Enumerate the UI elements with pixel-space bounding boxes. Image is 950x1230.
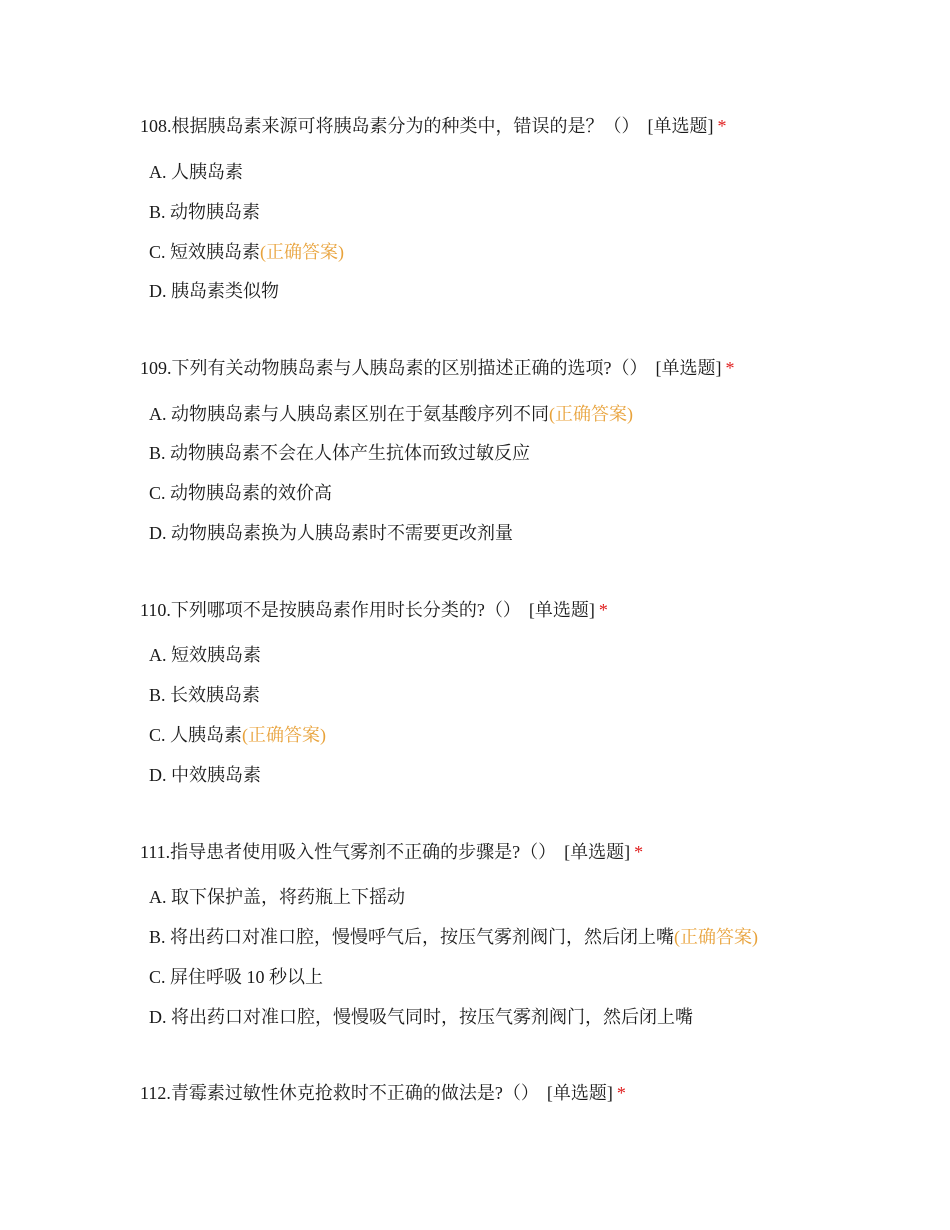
option-text: C. 人胰岛素 [149,725,243,745]
option-a[interactable] [149,885,405,909]
option-text: D. 动物胰岛素换为人胰岛素时不需要更改剂量 [149,523,513,543]
question-text: 110.下列哪项不是按胰岛素作用时长分类的?（） [140,600,521,620]
option-text: D. 将出药口对准口腔，慢慢吸气同时，按压气雾剂阀门，然后闭上嘴 [149,1007,693,1027]
option-d[interactable] [149,279,279,303]
option-text: A. 取下保护盖，将药瓶上下摇动 [149,887,405,907]
option-text: A. 人胰岛素 [149,162,243,182]
option-text: D. 胰岛素类似物 [149,281,279,301]
option-b[interactable] [149,200,260,224]
option-a[interactable] [149,643,261,667]
question-title [140,356,735,380]
option-c[interactable] [149,481,332,505]
option-c[interactable] [149,240,344,264]
correct-answer-tag: (正确答案) [674,927,759,947]
option-d[interactable] [149,1005,693,1029]
option-text: B. 动物胰岛素 [149,202,261,222]
option-text: B. 将出药口对准口腔，慢慢呼气后，按压气雾剂阀门，然后闭上嘴 [149,927,675,947]
question-type: [单选题] [564,842,631,862]
question-text: 111.指导患者使用吸入性气雾剂不正确的步骤是?（） [140,842,557,862]
required-star: * [616,1083,626,1103]
correct-answer-tag: (正确答案) [260,242,345,262]
option-text: B. 动物胰岛素不会在人体产生抗体而致过敏反应 [149,443,531,463]
option-c[interactable] [149,723,326,747]
option-text: C. 动物胰岛素的效价高 [149,483,333,503]
question-type: [单选题] [655,358,722,378]
question-title [140,114,727,138]
required-star: * [598,600,608,620]
question-type: [单选题] [546,1083,613,1103]
option-a[interactable] [149,160,243,184]
question-text: 112.青霉素过敏性休克抢救时不正确的做法是?（） [140,1083,539,1103]
required-star: * [725,358,735,378]
option-b[interactable] [149,925,758,949]
option-text: C. 屏住呼吸 10 秒以上 [149,967,324,987]
required-star: * [717,116,727,136]
question-text: 109.下列有关动物胰岛素与人胰岛素的区别描述正确的选项?（） [140,358,648,378]
question-text: 108.根据胰岛素来源可将胰岛素分为的种类中，错误的是？（） [140,116,640,136]
option-c[interactable] [149,965,323,989]
question-type: [单选题] [647,116,714,136]
question-type: [单选题] [528,600,595,620]
option-d[interactable] [149,763,261,787]
option-text: A. 动物胰岛素与人胰岛素区别在于氨基酸序列不同 [149,404,549,424]
option-text: A. 短效胰岛素 [149,645,261,665]
option-d[interactable] [149,521,513,545]
question-title [140,1081,626,1105]
question-title [140,840,643,864]
option-a[interactable] [149,402,633,426]
option-b[interactable] [149,683,260,707]
required-star: * [634,842,644,862]
correct-answer-tag: (正确答案) [242,725,327,745]
option-text: D. 中效胰岛素 [149,765,261,785]
option-b[interactable] [149,441,530,465]
option-text: B. 长效胰岛素 [149,685,261,705]
option-text: C. 短效胰岛素 [149,242,261,262]
correct-answer-tag: (正确答案) [549,404,633,424]
question-title [140,598,608,622]
